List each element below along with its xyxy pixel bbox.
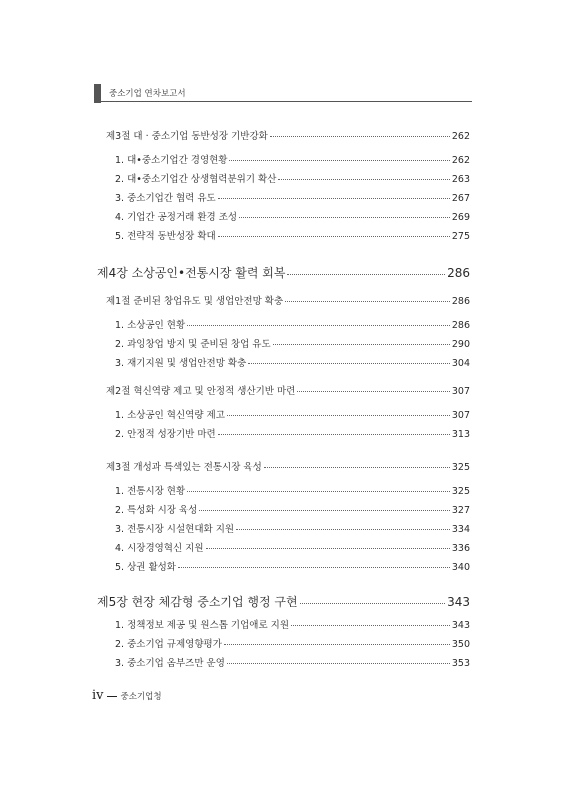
toc-item — [115, 336, 470, 350]
toc-entry-page: 307 — [451, 410, 470, 421]
toc-entry-page: 336 — [451, 543, 470, 554]
dot-leader — [248, 363, 450, 364]
toc-item — [115, 483, 470, 497]
toc-entry-page: 263 — [451, 174, 470, 185]
toc-item — [115, 407, 470, 421]
toc-item — [115, 559, 470, 573]
footer-organization: 중소기업청 — [120, 692, 162, 702]
toc-entry-title: 3. 전통시장 시설현대화 지원 — [115, 524, 235, 535]
header-title: 중소기업 연차보고서 — [109, 89, 186, 99]
toc-entry-title: 제4장 소상공인•전통시장 활력 회복 — [97, 266, 286, 280]
toc-entry-title: 1. 소상공인 현황 — [115, 320, 186, 331]
toc-item — [115, 502, 470, 516]
toc-item — [115, 636, 470, 650]
toc-entry-title: 3. 재기지원 및 생업안전망 확충 — [115, 358, 247, 369]
header-rule — [94, 101, 472, 102]
toc-item — [115, 228, 470, 242]
toc-entry-title: 1. 소상공인 혁신역량 제고 — [115, 410, 225, 421]
toc-entry-page: 290 — [451, 339, 470, 350]
toc-entry-page: 286 — [447, 266, 470, 280]
toc-entry-page: 267 — [451, 193, 470, 204]
toc-entry-title: 제3절 개성과 특색있는 전통시장 육성 — [106, 462, 262, 473]
page-number: iv — [92, 688, 104, 703]
toc-entry-page: 334 — [451, 524, 470, 535]
toc-entry-title: 5. 상권 활성화 — [115, 562, 176, 573]
dot-leader — [227, 415, 450, 416]
dot-leader — [239, 217, 450, 218]
toc-entry-page: 262 — [451, 131, 470, 142]
toc-entry-title: 제5장 현장 체감형 중소기업 행정 구현 — [97, 595, 298, 609]
footer-underline — [107, 696, 117, 697]
toc-item — [115, 355, 470, 369]
dot-leader — [300, 603, 446, 604]
toc-section — [106, 383, 470, 397]
dot-leader — [187, 325, 450, 326]
toc-item — [115, 152, 470, 166]
toc-entry-title: 5. 전략적 동반성장 확대 — [115, 231, 216, 242]
toc-item — [115, 190, 470, 204]
toc-entry-page: 304 — [451, 358, 470, 369]
toc-entry-title: 4. 기업간 공정거래 환경 조성 — [115, 212, 238, 223]
toc-entry-page: 340 — [451, 562, 470, 573]
toc-entry-page: 275 — [451, 231, 470, 242]
dot-leader — [187, 491, 450, 492]
toc-entry-page: 327 — [451, 505, 470, 516]
toc-item — [115, 655, 470, 669]
toc-entry-title: 2. 특성화 시장 육성 — [115, 505, 198, 516]
dot-leader — [285, 301, 450, 302]
toc-entry-page: 307 — [451, 386, 470, 397]
dot-leader — [291, 625, 450, 626]
toc-chapter — [97, 264, 470, 281]
dot-leader — [273, 344, 450, 345]
toc-entry-title: 1. 전통시장 현황 — [115, 486, 186, 497]
dot-leader — [178, 567, 450, 568]
dot-leader — [218, 198, 450, 199]
toc-entry-title: 1. 대•중소기업간 경영현황 — [115, 155, 228, 166]
toc-item — [115, 521, 470, 535]
dot-leader — [227, 663, 450, 664]
toc-entry-page: 343 — [451, 620, 470, 631]
toc-entry-page: 286 — [451, 296, 470, 307]
toc-entry-title: 1. 정책정보 제공 및 원스톱 기업애로 지원 — [115, 620, 290, 631]
toc-entry-title: 4. 시장경영혁신 지원 — [115, 543, 204, 554]
toc-entry-page: 313 — [451, 429, 470, 440]
dot-leader — [287, 274, 445, 275]
toc-item — [115, 171, 470, 185]
dot-leader — [218, 236, 450, 237]
dot-leader — [206, 548, 450, 549]
toc-section — [106, 128, 470, 142]
toc-entry-page: 262 — [451, 155, 470, 166]
toc-section — [106, 459, 470, 473]
toc-entry-title: 제3절 대 · 중소기업 동반성장 기반강화 — [106, 131, 268, 142]
toc-entry-page: 325 — [451, 486, 470, 497]
toc-entry-page: 353 — [451, 658, 470, 669]
dot-leader — [224, 644, 450, 645]
toc-entry-title: 제1절 준비된 창업유도 및 생업안전망 확충 — [106, 296, 284, 307]
toc-section — [106, 293, 470, 307]
dot-leader — [297, 391, 450, 392]
toc-entry-page: 269 — [451, 212, 470, 223]
toc-item — [115, 209, 470, 223]
toc-item — [115, 426, 470, 440]
dot-leader — [236, 529, 450, 530]
toc-entry-title: 2. 과잉창업 방지 및 준비된 창업 유도 — [115, 339, 271, 350]
dot-leader — [218, 434, 450, 435]
toc-entry-title: 제2절 혁신역량 제고 및 안정적 생산기반 마련 — [106, 386, 296, 397]
toc-item — [115, 617, 470, 631]
toc-item — [115, 317, 470, 331]
toc-entry-title: 3. 중소기업간 협력 유도 — [115, 193, 216, 204]
toc-entry-page: 343 — [447, 595, 470, 609]
toc-entry-title: 2. 안정적 성장기반 마련 — [115, 429, 216, 440]
toc-entry-page: 286 — [451, 320, 470, 331]
toc-entry-page: 325 — [451, 462, 470, 473]
toc-item — [115, 540, 470, 554]
dot-leader — [270, 136, 450, 137]
toc-entry-page: 350 — [451, 639, 470, 650]
dot-leader — [229, 160, 449, 161]
toc-entry-title: 2. 중소기업 규제영향평가 — [115, 639, 222, 650]
dot-leader — [199, 510, 449, 511]
dot-leader — [278, 179, 449, 180]
dot-leader — [264, 467, 450, 468]
toc-chapter — [97, 593, 470, 610]
toc-entry-title: 3. 중소기업 옴부즈만 운영 — [115, 658, 225, 669]
page-footer — [92, 688, 162, 703]
toc-entry-title: 2. 대•중소기업간 상생협력분위기 확산 — [115, 174, 277, 185]
